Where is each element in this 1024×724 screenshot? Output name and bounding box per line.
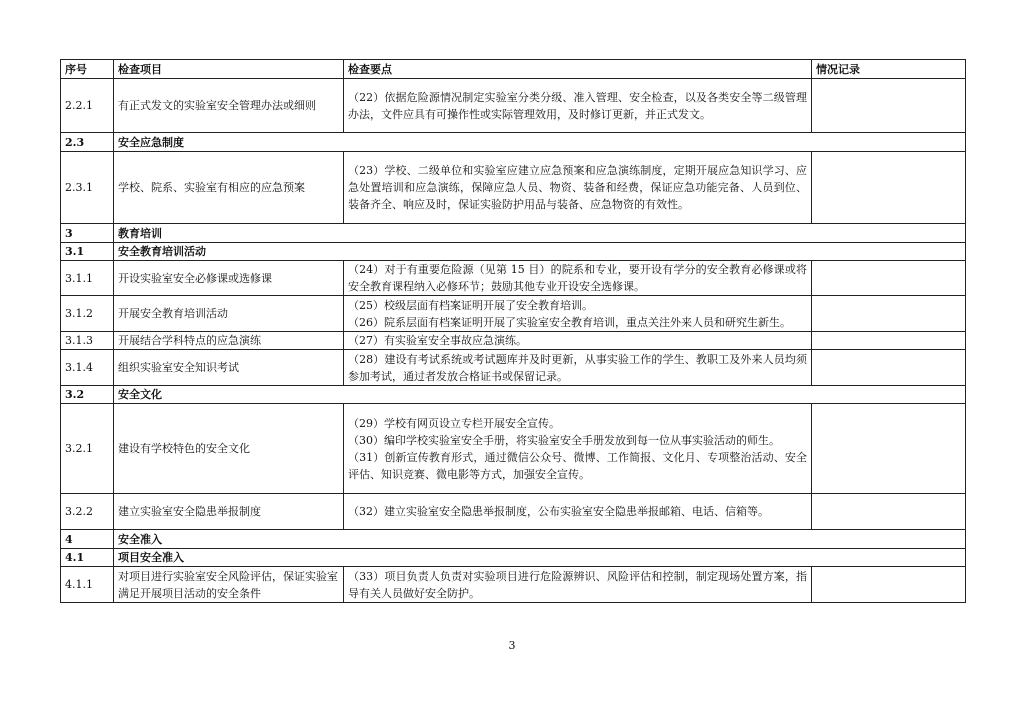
- item-code: 2.3.1: [61, 152, 114, 224]
- section-title: 安全准入: [114, 530, 966, 549]
- section-code: 3.2: [61, 386, 114, 404]
- table-row: [61, 79, 966, 133]
- table-row: [61, 404, 966, 494]
- check-points: [344, 350, 812, 386]
- header-check-item: 检查项目: [114, 60, 344, 79]
- record-cell: [812, 404, 966, 494]
- check-point-text: （31）创新宣传教育形式，通过微信公众号、微博、工作简报、文化月、专项整治活动、安全评估、知识竞赛、微电影等方式，加强安全宣传。: [348, 450, 807, 481]
- check-item: 开展结合学科特点的应急演练: [114, 332, 344, 350]
- record-cell: [812, 567, 966, 603]
- check-item: 开设实验室安全必修课或选修课: [114, 261, 344, 296]
- section-row: [61, 224, 966, 243]
- section-code: 4: [61, 530, 114, 549]
- check-point-text: （25）校级层面有档案证明开展了安全教育培训。: [348, 298, 593, 312]
- header-check-points: 检查要点: [344, 60, 812, 79]
- table-row: [61, 296, 966, 332]
- record-cell: [812, 296, 966, 332]
- check-item: 有正式发文的实验室安全管理办法或细则: [114, 79, 344, 133]
- record-cell: [812, 332, 966, 350]
- record-cell: [812, 350, 966, 386]
- section-title: 安全教育培训活动: [114, 243, 966, 261]
- table-row: [61, 261, 966, 296]
- check-point-text: （32）建立实验室安全隐患举报制度，公布实验室安全隐患举报邮箱、电话、信箱等。: [348, 505, 769, 518]
- check-point-text: （23）学校、二级单位和实验室应建立应急预案和应急演练制度，定期开展应急知识学习、应急处置培训和应急演练，保障应急人员、物资、装备和经费，保证应急功能完备、人员到位、装备齐全、响应及时，保证实验防护用品与装备、应急物资的有效性。: [348, 164, 807, 211]
- check-point-text: （24）对于有重要危险源（见第 15 目）的院系和专业，要开设有学分的安全教育必修课或将安全教育课程纳入必修环节；鼓励其他专业开设安全选修课。: [348, 263, 807, 293]
- table-row: [61, 332, 966, 350]
- table-row: [61, 152, 966, 224]
- section-row: [61, 530, 966, 549]
- section-row: [61, 243, 966, 261]
- header-serial: 序号: [61, 60, 114, 79]
- check-point-text: （22）依据危险源情况制定实验室分类分级、准入管理、安全检查，以及各类安全等二级管理办法，文件应具有可操作性或实际管理效用，及时修订更新，并正式发文。: [348, 90, 807, 121]
- check-item: 对项目进行实验室安全风险评估，保证实验室满足开展项目活动的安全条件: [114, 567, 344, 603]
- check-points: [344, 296, 812, 332]
- section-title: 教育培训: [114, 224, 966, 243]
- item-code: 3.1.1: [61, 261, 114, 296]
- check-item: 开展安全教育培训活动: [114, 296, 344, 332]
- record-cell: [812, 152, 966, 224]
- inspection-table: [60, 59, 966, 603]
- section-code: 3: [61, 224, 114, 243]
- check-points: [344, 152, 812, 224]
- check-points: [344, 404, 812, 494]
- check-point-text: （27）有实验室安全事故应急演练。: [348, 334, 527, 347]
- section-row: [61, 549, 966, 567]
- item-code: 4.1.1: [61, 567, 114, 603]
- check-point-text: （26）院系层面有档案证明开展了实验室安全教育培训，重点关注外来人员和研究生新生。: [348, 315, 791, 329]
- check-point-text: （29）学校有网页设立专栏开展安全宣传。: [348, 416, 560, 430]
- check-item: 组织实验室安全知识考试: [114, 350, 344, 386]
- page-number: 3: [508, 639, 516, 652]
- check-item: 学校、院系、实验室有相应的应急预案: [114, 152, 344, 224]
- item-code: 3.2.2: [61, 494, 114, 530]
- item-code: 3.1.2: [61, 296, 114, 332]
- item-code: 3.1.3: [61, 332, 114, 350]
- section-row: [61, 133, 966, 152]
- record-cell: [812, 261, 966, 296]
- check-item: 建立实验室安全隐患举报制度: [114, 494, 344, 530]
- record-cell: [812, 79, 966, 133]
- record-cell: [812, 494, 966, 530]
- table-header-row: [61, 60, 966, 79]
- section-code: 2.3: [61, 133, 114, 152]
- check-item: 建设有学校特色的安全文化: [114, 404, 344, 494]
- item-code: 3.1.4: [61, 350, 114, 386]
- check-points: [344, 567, 812, 603]
- check-point-text: （28）建设有考试系统或考试题库并及时更新，从事实验工作的学生、教职工及外来人员均须参加考试，通过者发放合格证书或保留记录。: [348, 352, 807, 383]
- section-code: 3.1: [61, 243, 114, 261]
- item-code: 3.2.1: [61, 404, 114, 494]
- section-title: 安全应急制度: [114, 133, 966, 152]
- check-points: [344, 494, 812, 530]
- section-row: [61, 386, 966, 404]
- check-points: [344, 261, 812, 296]
- header-record: 情况记录: [812, 60, 966, 79]
- check-points: [344, 332, 812, 350]
- table-row: [61, 350, 966, 386]
- table-row: [61, 567, 966, 603]
- section-title: 项目安全准入: [114, 549, 966, 567]
- check-points: [344, 79, 812, 133]
- table-row: [61, 494, 966, 530]
- section-title: 安全文化: [114, 386, 966, 404]
- item-code: 2.2.1: [61, 79, 114, 133]
- check-point-text: （30）编印学校实验室安全手册，将实验室安全手册发放到每一位从事实验活动的师生。: [348, 433, 780, 447]
- check-point-text: （33）项目负责人负责对实验项目进行危险源辨识、风险评估和控制，制定现场处置方案，指导有关人员做好安全防护。: [348, 569, 807, 600]
- section-code: 4.1: [61, 549, 114, 567]
